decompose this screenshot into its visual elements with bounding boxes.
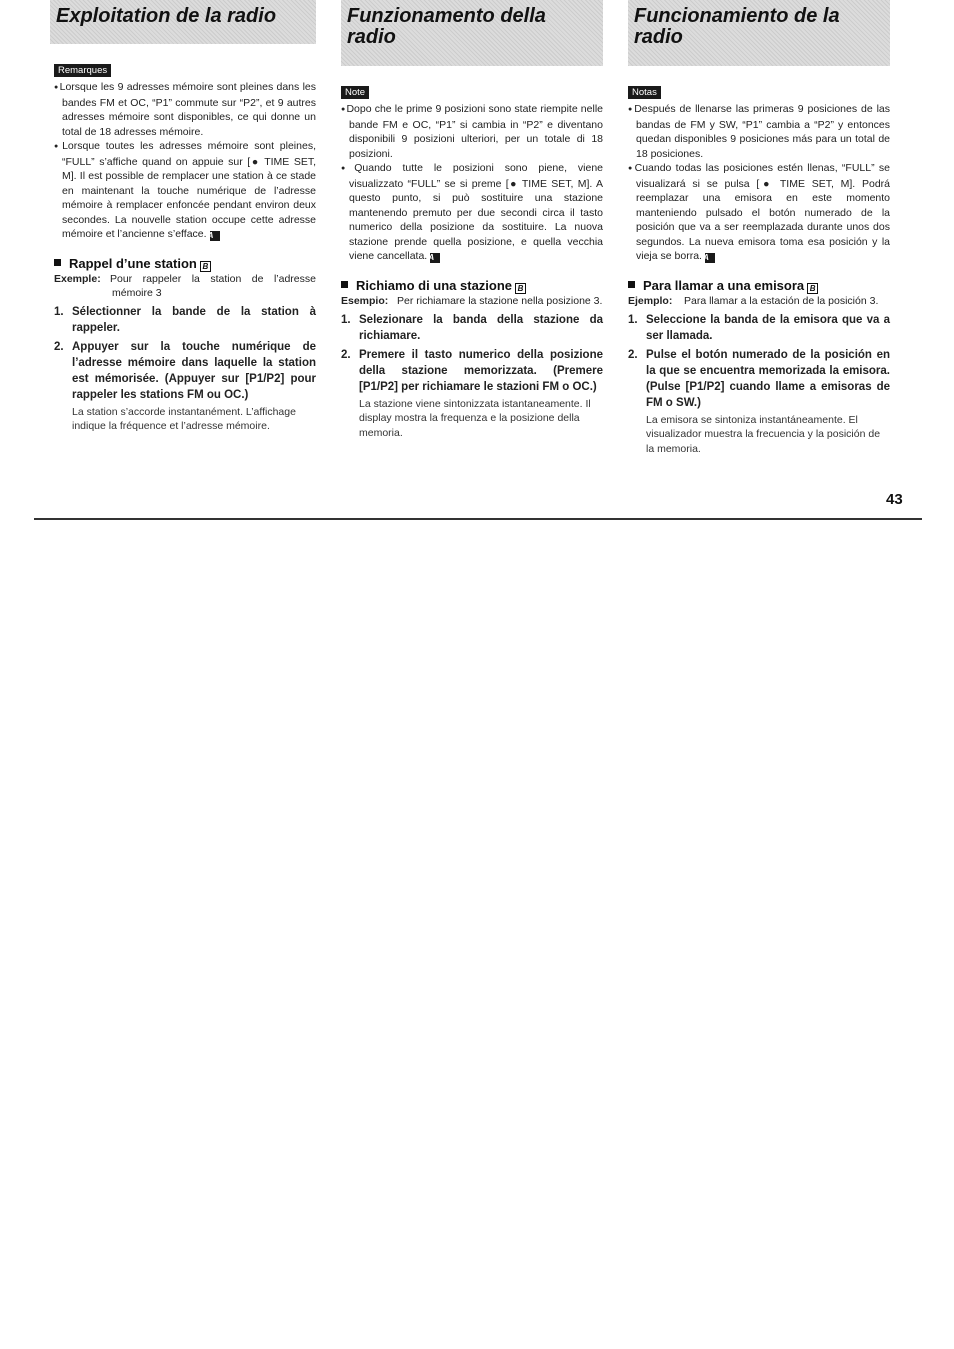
steps-list — [54, 304, 316, 434]
mark-a-icon: A — [430, 253, 440, 263]
step-item: 1. Selezionare la banda della stazione da richiamare. — [341, 313, 603, 342]
square-bullet-icon — [54, 259, 61, 266]
notes-list — [54, 80, 316, 242]
step-item: 1. Sélectionner la bande de la station à rappeler. — [54, 305, 316, 334]
mark-b-icon: B — [807, 283, 818, 294]
mark-b-icon: B — [200, 261, 211, 272]
example-line — [628, 294, 890, 308]
notes-list — [341, 102, 603, 264]
section-heading: Para llamar a una emisora B — [628, 278, 890, 294]
step-note: La station s’accorde instantanément. L’affichage indique la fréquence et l’adresse mémoire. — [72, 405, 296, 432]
section-banner-spanish: Funcionamiento de la radio — [628, 0, 890, 66]
footer-divider — [34, 518, 922, 520]
note-item: ● Dopo che le prime 9 posizioni sono state riempite nelle bande FM e OC, “P1” si cambia in “P2” e diventano disponibili 9 posizioni ulteriori, per un totale di 18 posizioni. — [341, 102, 603, 161]
note-item: ● Lorsque toutes les adresses mémoire sont pleines, “FULL” s’affiche quand on appuie sur [● TIME SET, M]. Il est possible de remplacer une station à ce stade en maintenant la touche numérique de l’adresse mémoire à remplacer enfoncée pendant environ deux secondes. La nouvelle station occupe cette adresse mémoire et l’ancienne s’efface.A — [54, 139, 316, 242]
step-item: 2. Pulse el botón numerado de la posición en la que se encuentra memorizada la emisora. (Pulse [P1/P2] cuando llame a emisoras de FM o SW.) La emisora se sintoniza instantáneamente. El visualizador muestra la frecuencia y la posición de la memoria. — [628, 348, 890, 455]
notes-label: Notas — [628, 86, 661, 99]
steps-list — [341, 312, 603, 441]
mark-a-icon: A — [210, 231, 220, 241]
example-text: Para llamar a la estación de la posición 3. — [684, 294, 879, 307]
example-text: Per richiamare la stazione nella posizione 3. — [397, 294, 603, 307]
steps-list — [628, 312, 890, 457]
mark-a-icon: A — [705, 253, 715, 263]
example-label: Ejemplo: — [628, 294, 673, 307]
step-item: 1. Seleccione la banda de la emisora que va a ser llamada. — [628, 313, 890, 342]
column-italian — [341, 0, 603, 440]
section-banner-french: Exploitation de la radio — [50, 0, 316, 44]
note-item: ● Después de llenarse las primeras 9 posiciones de las bandas de FM y SW, “P1” cambia a “P2” y entonces quedan disponibles 9 posiciones más para un total de 18 posiciones. — [628, 102, 890, 161]
step-note: La emisora se sintoniza instantáneamente. El visualizador muestra la frecuencia y la posición de la memoria. — [646, 413, 881, 455]
square-bullet-icon — [341, 281, 348, 288]
mark-b-icon: B — [515, 283, 526, 294]
note-item: ● Cuando todas las posiciones estén llenas, “FULL” se visualizará si se pulsa [● TIME SET, M]. Podrá reemplazar una emisora en este momento manteniendo pulsado el botón numerado de la posición que va a ser reemplazada durante unos dos segundos. La nueva emisora toma esa posición y la vieja se borra.A — [628, 161, 890, 264]
note-item: ● Lorsque les 9 adresses mémoire sont pleines dans les bandes FM et OC, “P1” commute sur “P2”, et 9 autres adresses mémoire sont disponibles, ce qui donne un total de 18 adresses mémoire. — [54, 80, 316, 139]
notes-label: Note — [341, 86, 369, 99]
notes-list — [628, 102, 890, 264]
step-item: 2. Premere il tasto numerico della posizione della stazione memorizzata. (Premere [P1/P2] per richiamare le stazioni FM o OC.) La stazione viene sintonizzata istantaneamente. Il display mostra la frequenza e la posizione della memoria. — [341, 348, 603, 439]
note-item: ● Quando tutte le posizioni sono piene, viene visualizzato “FULL” se si preme [● TIME SET, M]. A questo punto, si può sostituire una stazione mantenendo premuto per due secondi circa il tasto numerico della posizione da sostituire. La nuova stazione prende quella posizione, e quella vecchia viene cancellata.A — [341, 161, 603, 264]
section-banner-italian: Funzionamento della radio — [341, 0, 603, 66]
column-french — [54, 0, 316, 434]
column-spanish — [628, 0, 890, 456]
example-label: Esempio: — [341, 294, 389, 307]
notes-label: Remarques — [54, 64, 111, 77]
page-number: 43 — [886, 491, 903, 508]
square-bullet-icon — [628, 281, 635, 288]
step-item: 2. Appuyer sur la touche numérique de l’adresse mémoire dans laquelle la station est mémorisée. (Appuyer sur [P1/P2] pour rappeler les stations FM ou OC.) La station s’accorde instantanément. L’affichage indique la fréquence et l’adresse mémoire. — [54, 340, 316, 432]
section-heading: Richiamo di una stazione B — [341, 278, 603, 294]
example-line — [341, 294, 603, 308]
example-line — [54, 272, 316, 300]
example-text: Pour rappeler la station de l’adresse mémoire 3 — [110, 272, 316, 299]
section-heading: Rappel d’une station B — [54, 256, 316, 272]
step-note: La stazione viene sintonizzata istantaneamente. Il display mostra la frequenza e la posizione della memoria. — [359, 397, 591, 439]
example-label: Exemple: — [54, 272, 101, 285]
